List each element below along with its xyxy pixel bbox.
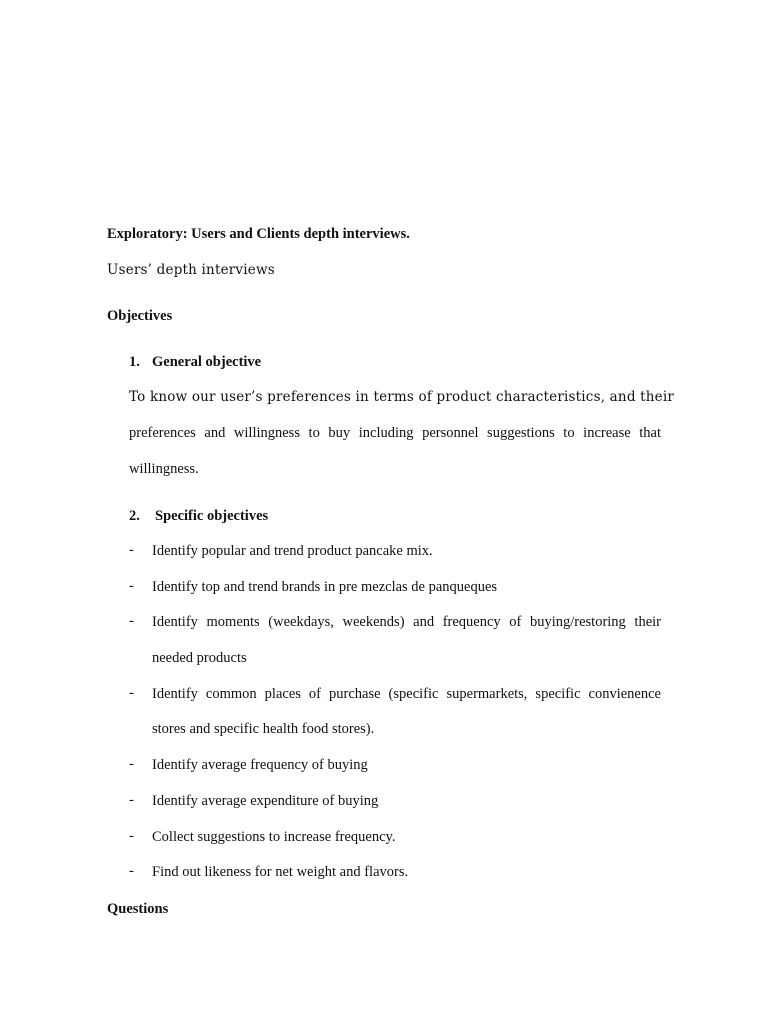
specific-objectives-heading: Specific objectives — [155, 508, 269, 524]
bullet-marker: - — [129, 828, 134, 844]
list-item: Identify average expenditure of buying — [152, 793, 379, 809]
bullet-marker: - — [129, 542, 134, 558]
document-subtitle: Users’ depth interviews — [107, 262, 275, 278]
general-objective-line: preferences and willingness to buy including personnel suggestions to increase that — [129, 425, 661, 441]
bullet-marker: - — [129, 863, 134, 879]
list-item-continuation: stores and specific health food stores). — [152, 721, 375, 737]
list-item: Identify top and trend brands in pre mezclas de panqueques — [152, 579, 498, 595]
general-objective-heading: General objective — [152, 354, 262, 370]
bullet-marker: - — [129, 613, 134, 629]
list-item: Collect suggestions to increase frequency. — [152, 829, 396, 845]
specific-objectives-number: 2. — [129, 508, 140, 524]
bullet-marker: - — [129, 578, 134, 594]
general-objective-line: To know our user’s preferences in terms of product characteristics, and their — [129, 389, 675, 405]
list-item: Identify average frequency of buying — [152, 757, 368, 773]
bullet-marker: - — [129, 756, 134, 772]
list-item: Identify common places of purchase (specific supermarkets, specific convienence — [152, 686, 661, 702]
questions-heading: Questions — [107, 901, 169, 917]
bullet-marker: - — [129, 685, 134, 701]
list-item: Find out likeness for net weight and flavors. — [152, 864, 409, 880]
general-objective-line: willingness. — [129, 461, 199, 477]
list-item-continuation: needed products — [152, 650, 247, 666]
list-item: Identify popular and trend product pancake mix. — [152, 543, 433, 559]
list-item: Identify moments (weekdays, weekends) and frequency of buying/restoring their — [152, 614, 661, 630]
general-objective-number: 1. — [129, 354, 140, 370]
objectives-heading: Objectives — [107, 308, 173, 324]
bullet-marker: - — [129, 792, 134, 808]
document-title: Exploratory: Users and Clients depth interviews. — [107, 226, 410, 242]
